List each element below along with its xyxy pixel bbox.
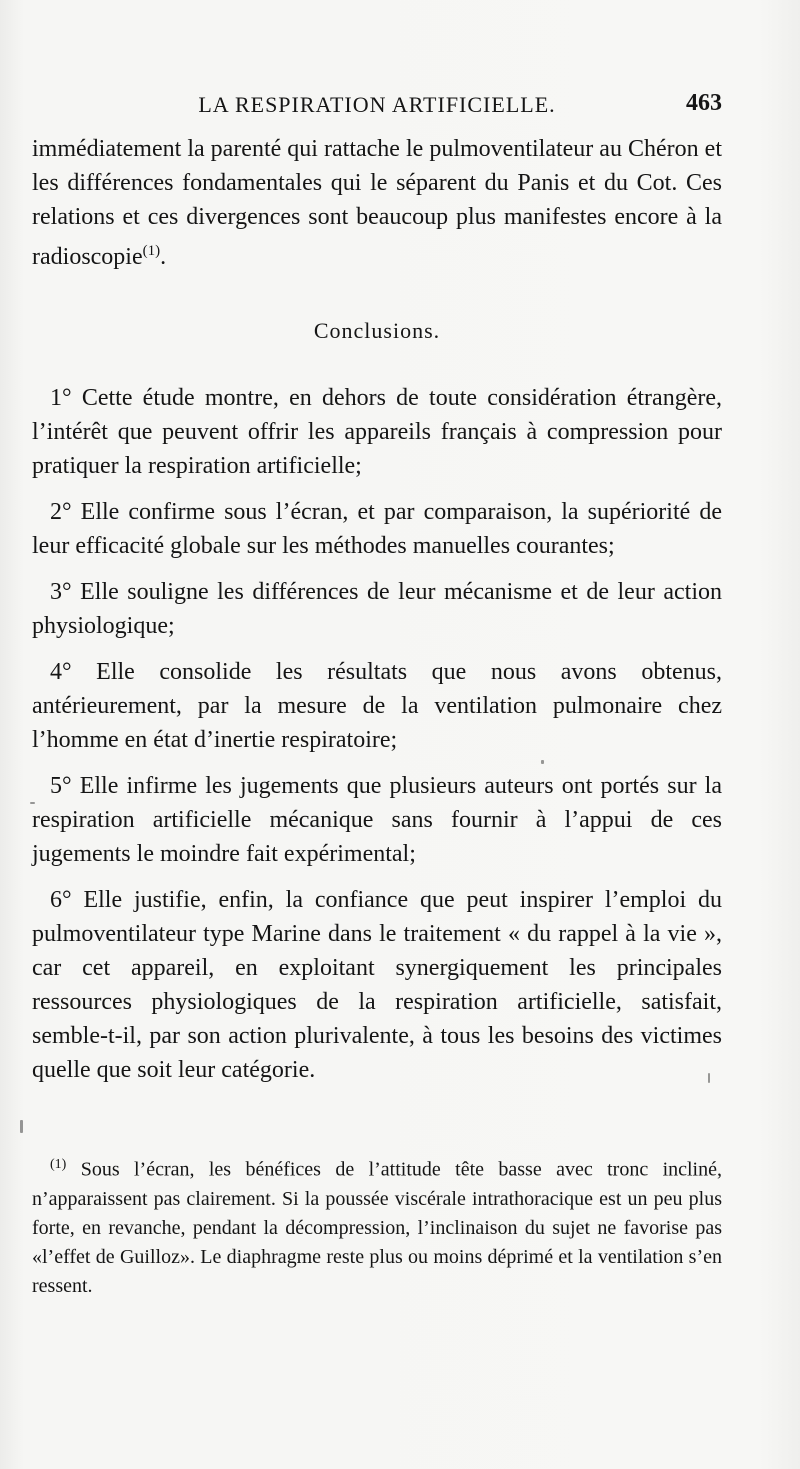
opening-paragraph-period: .	[160, 244, 167, 270]
conclusions-heading: Conclusions.	[313, 318, 441, 343]
page-header	[32, 90, 722, 124]
footnote-reference: (1)	[142, 243, 161, 259]
conclusion-item-5: 5° Elle infirme les jugements que plusieurs auteurs ont portés sur la respiration artificielle mécanique sans fournir à l’appui de ces jugements le moindre fait expérimental;	[32, 773, 722, 867]
opening-paragraph-text: immédiatement la parenté qui rattache le pulmoventilateur au Chéron et les différences fondamentales qui le séparent du Panis et du Cot. Ces relations et ces divergences sont beaucoup plus manifestes encore à la radioscopie	[32, 136, 722, 270]
footnote-mark: (1)	[50, 1157, 67, 1172]
conclusion-item-3: 3° Elle souligne les différences de leur mécanisme et de leur action physiologique;	[32, 579, 722, 639]
scan-speck	[30, 802, 35, 804]
footnote-text: Sous l’écran, les bénéfices de l’attitude tête basse avec tronc incliné, n’apparaissent pas clairement. Si la poussée viscérale intrathoracique est un peu plus forte, en revanche, pendant la décompression, l’inclinaison du sujet ne favorise pas «l’effet de Guilloz». Le diaphragme reste plus ou moins déprimé et la ventilation s’en ressent.	[32, 1158, 722, 1297]
conclusion-item-1: 1° Cette étude montre, en dehors de toute considération étrangère, l’intérêt que peuvent offrir les appareils français à compression pour pratiquer la respiration artificielle;	[32, 385, 722, 479]
scan-speck	[708, 1073, 710, 1083]
scan-speck	[20, 1120, 23, 1133]
scan-speck	[541, 760, 544, 764]
conclusion-item-2: 2° Elle confirme sous l’écran, et par comparaison, la supériorité de leur efficacité globale sur les méthodes manuelles courantes;	[32, 499, 722, 559]
running-head: LA RESPIRATION ARTIFICIELLE.	[198, 92, 556, 117]
page-number: 463	[686, 90, 722, 116]
footnote	[32, 1150, 722, 1301]
conclusion-item-4: 4° Elle consolide les résultats que nous avons obtenus, antérieurement, par la mesure de la ventilation pulmonaire chez l’homme en état d’inertie respiratoire;	[32, 659, 722, 753]
conclusion-item-6: 6° Elle justifie, enfin, la confiance que peut inspirer l’emploi du pulmoventilateur type Marine dans le traitement « du rappel à la vie », car cet appareil, en exploitant synergiquement les principales ressources physiologiques de la respiration artificielle, satisfait, semble-t-il, par son action plurivalente, à tous les besoins des victimes quelle que soit leur catégorie.	[32, 887, 722, 1083]
opening-paragraph	[32, 132, 722, 274]
main-text	[32, 132, 722, 1099]
